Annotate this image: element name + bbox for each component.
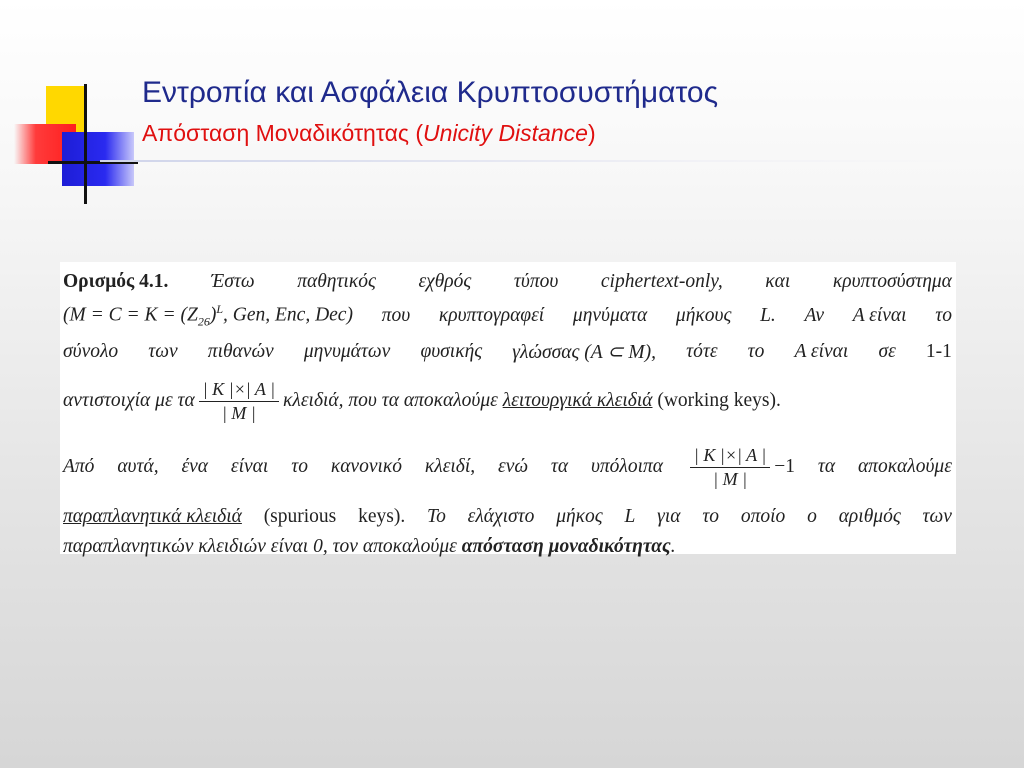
- word: κρυπτοσύστημα: [832, 271, 952, 292]
- word: οποίο: [740, 506, 786, 527]
- word: μηνύματα: [572, 305, 648, 326]
- definition-label: Ορισμός 4.1.: [63, 271, 169, 292]
- subtitle-prefix: Απόσταση Μοναδικότητας (: [142, 120, 424, 146]
- subtitle-italic: Unicity Distance: [423, 120, 588, 146]
- word: Από: [63, 456, 95, 477]
- word: ένα: [181, 456, 209, 477]
- formula-superscript: L: [216, 302, 224, 317]
- word: σύνολο: [63, 341, 119, 362]
- word: εχθρός: [418, 271, 472, 292]
- word: (spurious: [263, 506, 337, 527]
- word: τύπου: [513, 271, 559, 292]
- formula-close-paren: ): [209, 304, 217, 326]
- definition-line-7: [63, 532, 952, 562]
- word: το: [291, 456, 308, 477]
- logo-vertical-line: [84, 84, 87, 204]
- text: (working keys).: [657, 390, 781, 411]
- word: ενώ: [498, 456, 528, 477]
- definition-line-1: [63, 266, 952, 298]
- definition-line-6: [63, 502, 952, 532]
- word: παθητικός: [297, 271, 376, 292]
- term-unicity-distance: απόσταση μοναδικότητας: [461, 536, 671, 557]
- word: και: [765, 271, 791, 292]
- word: μήκος: [556, 506, 603, 527]
- word: που: [381, 305, 411, 326]
- formula-open: (M = C = K = (Z: [63, 304, 198, 326]
- word: αποκαλούμε: [857, 456, 952, 477]
- word: είναι: [230, 456, 269, 477]
- word: ο: [807, 506, 817, 527]
- fraction-denominator: | M |: [713, 468, 748, 489]
- fraction-numerator: | K |×| A |: [690, 445, 770, 468]
- working-keys-fraction: [199, 379, 279, 423]
- fraction-numerator: | K |×| A |: [199, 379, 279, 402]
- definition-line-2: [63, 298, 952, 334]
- word: Αν: [804, 305, 824, 326]
- word: υπόλοιπα: [590, 456, 664, 477]
- word: ελάχιστο: [467, 506, 535, 527]
- fraction-denominator: | M |: [221, 402, 256, 423]
- text: αντιστοιχία με τα: [63, 390, 195, 411]
- word: 1-1: [925, 341, 952, 362]
- word: ciphertext-only,: [600, 271, 723, 292]
- word: A είναι: [852, 305, 907, 326]
- word: Έστω: [211, 271, 255, 292]
- text: .: [670, 536, 676, 557]
- word: κρυπτογραφεί: [438, 305, 545, 326]
- cryptosystem-formula: [63, 302, 353, 329]
- word: το: [935, 305, 952, 326]
- term-working-keys: λειτουργικά κλειδιά: [502, 390, 653, 411]
- word: τα: [550, 456, 569, 477]
- subtitle-suffix: ): [587, 120, 596, 146]
- word: keys).: [358, 506, 406, 527]
- text: παραπλανητικών κλειδιών είναι 0, τον αποκαλούμε: [63, 536, 457, 557]
- word: πιθανών: [207, 341, 274, 362]
- word: μήκους: [675, 305, 732, 326]
- word: για: [657, 506, 681, 527]
- word: το: [747, 341, 765, 362]
- word: τα: [817, 456, 836, 477]
- title-divider: [100, 160, 972, 162]
- word: των: [148, 341, 178, 362]
- minus-one: −1: [774, 456, 795, 477]
- word: αριθμός: [838, 506, 901, 527]
- word: L.: [760, 305, 776, 326]
- formula-rest: , Gen, Enc, Dec): [223, 304, 353, 326]
- word: κανονικό: [330, 456, 403, 477]
- definition-line-3: [63, 334, 952, 370]
- word: φυσικής: [420, 341, 483, 362]
- word: των: [922, 506, 952, 527]
- word: γλώσσας (A ⊂ M),: [512, 342, 657, 363]
- definition-box: [60, 262, 956, 557]
- slide-logo-decoration: [0, 0, 160, 210]
- word: A είναι: [794, 341, 849, 362]
- logo-blue-square: [62, 132, 134, 186]
- word: τότε: [686, 341, 718, 362]
- word: το: [702, 506, 720, 527]
- line4-left: [63, 379, 781, 423]
- text: κλειδιά, που τα αποκαλούμε: [283, 390, 498, 411]
- word: σε: [878, 341, 896, 362]
- spurious-count-formula: [686, 445, 795, 489]
- slide-subtitle: [142, 120, 596, 147]
- word: L: [624, 506, 636, 527]
- term-spurious-keys: παραπλανητικά κλειδιά: [63, 506, 242, 527]
- word: Το: [427, 506, 446, 527]
- word: αυτά,: [117, 456, 159, 477]
- word: μηνυμάτων: [303, 341, 391, 362]
- word: κλειδί,: [424, 456, 476, 477]
- formula-subscript: 26: [197, 314, 210, 329]
- slide-title: Εντροπία και Ασφάλεια Κρυπτοσυστήματος: [142, 76, 719, 109]
- definition-line-5: [63, 432, 952, 502]
- definition-line-4: [63, 370, 952, 432]
- spurious-fraction: [690, 445, 770, 489]
